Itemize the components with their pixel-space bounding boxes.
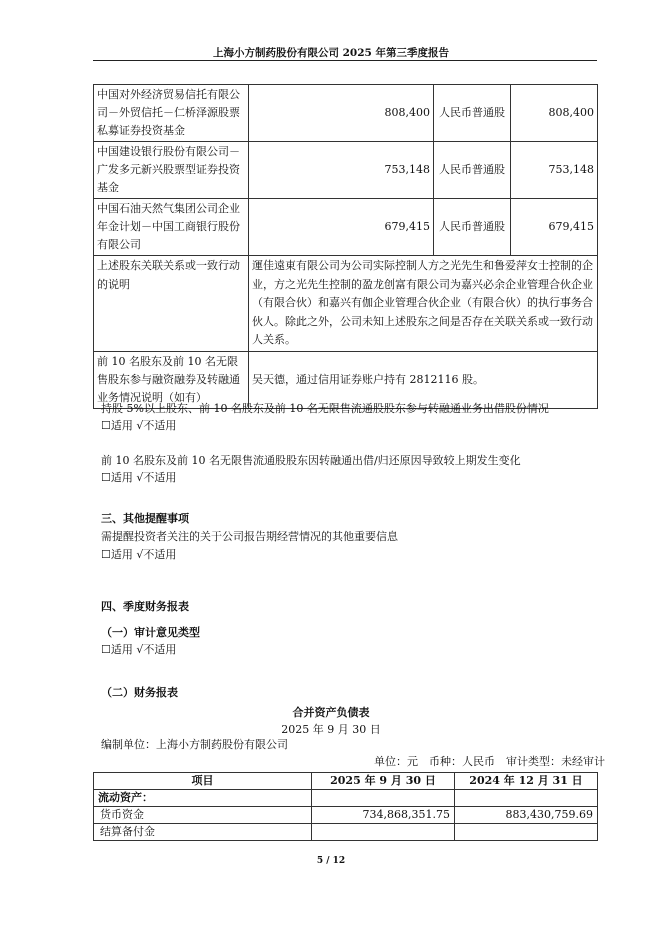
shareholder-name: 中国建设银行股份有限公司－广发多元新兴股票型证券投资基金 [94, 142, 249, 199]
table-header-row [94, 773, 598, 790]
share-type: 人民币普通股 [434, 142, 511, 199]
shareholder-name: 中国石油天然气集团公司企业年金计划－中国工商银行股份有限公司 [94, 199, 249, 256]
table-row [94, 807, 598, 824]
page-number: 5 / 12 [316, 856, 346, 866]
share-count: 808,400 [511, 85, 598, 142]
change-option: ☐适用 √不适用 [101, 471, 177, 484]
share-count: 679,415 [511, 199, 598, 256]
line-item: 结算备付金 [94, 824, 312, 841]
table-row [94, 790, 598, 807]
related-parties-text: 運佳遠東有限公司为公司实际控制人方之光先生和鲁爱萍女士控制的企业，方之光先生控制的盈龙创富有限公司为嘉兴必余企业管理合伙企业（有限合伙）和嘉兴有伽企业管理合伙企业（有限合伙）的执行事务合伙人。除此之外，公司未知上述股东之间是否存在关联关系或一致行动人关系。 [249, 256, 598, 352]
shareholder-name: 中国对外经济贸易信托有限公司－外贸信托－仁桥泽源股票私募证券投资基金 [94, 85, 249, 142]
financial-statements-heading: （二）财务报表 [101, 686, 178, 699]
balance-sheet-title: 合并资产负债表 [292, 706, 370, 719]
shares-held: 679,415 [249, 199, 434, 256]
share-count: 753,148 [511, 142, 598, 199]
balance-sheet-preparer: 编制单位：上海小方制药股份有限公司 [101, 738, 288, 751]
section-3-text: 需提醒投资者关注的关于公司报告期经营情况的其他重要信息 [101, 530, 398, 543]
table-row [94, 256, 598, 352]
table-row [94, 351, 598, 408]
section-label-current-assets: 流动资产： [94, 790, 312, 807]
lending-option: ☐适用 √不适用 [101, 419, 177, 432]
balance-sheet-table [93, 772, 598, 841]
balance-sheet-meta: 单位：元 币种：人民币 审计类型：未经审计 [374, 755, 605, 768]
shareholders-table [93, 84, 598, 409]
audit-opinion-option: ☐适用 √不适用 [101, 643, 177, 656]
lending-title: 持股 5%以上股东、前 10 名股东及前 10 名无限售流通股股东参与转融通业务出借股份情况 [101, 402, 549, 415]
shares-held: 753,148 [249, 142, 434, 199]
prior-value [455, 824, 598, 841]
audit-opinion-heading: （一）审计意见类型 [101, 626, 200, 639]
current-value [312, 824, 455, 841]
section-4-heading: 四、季度财务报表 [101, 600, 189, 613]
empty-cell [312, 790, 455, 807]
section-3-heading: 三、其他提醒事项 [101, 512, 189, 525]
table-row [94, 142, 598, 199]
table-row [94, 85, 598, 142]
margin-trading-text: 吴天德，通过信用证券账户持有 2812116 股。 [249, 351, 598, 408]
margin-trading-label: 前 10 名股东及前 10 名无限售股东参与融资融券及转融通业务情况说明（如有） [94, 351, 249, 408]
change-title: 前 10 名股东及前 10 名无限售流通股股东因转融通出借/归还原因导致较上期发生变化 [101, 454, 521, 467]
header-divider [93, 60, 597, 61]
report-header-title: 上海小方制药股份有限公司 2025 年第三季度报告 [212, 47, 450, 59]
table-row [94, 824, 598, 841]
section-3-option: ☐适用 √不适用 [101, 548, 177, 561]
table-row [94, 199, 598, 256]
balance-sheet-date: 2025 年 9 月 30 日 [281, 723, 381, 736]
column-header-prior: 2024 年 12 月 31 日 [455, 773, 598, 790]
prior-value: 883,430,759.69 [455, 807, 598, 824]
empty-cell [455, 790, 598, 807]
column-header-current: 2025 年 9 月 30 日 [312, 773, 455, 790]
share-type: 人民币普通股 [434, 85, 511, 142]
related-parties-label: 上述股东关联关系或一致行动的说明 [94, 256, 249, 352]
shares-held: 808,400 [249, 85, 434, 142]
column-header-item: 项目 [94, 773, 312, 790]
line-item: 货币资金 [94, 807, 312, 824]
current-value: 734,868,351.75 [312, 807, 455, 824]
share-type: 人民币普通股 [434, 199, 511, 256]
